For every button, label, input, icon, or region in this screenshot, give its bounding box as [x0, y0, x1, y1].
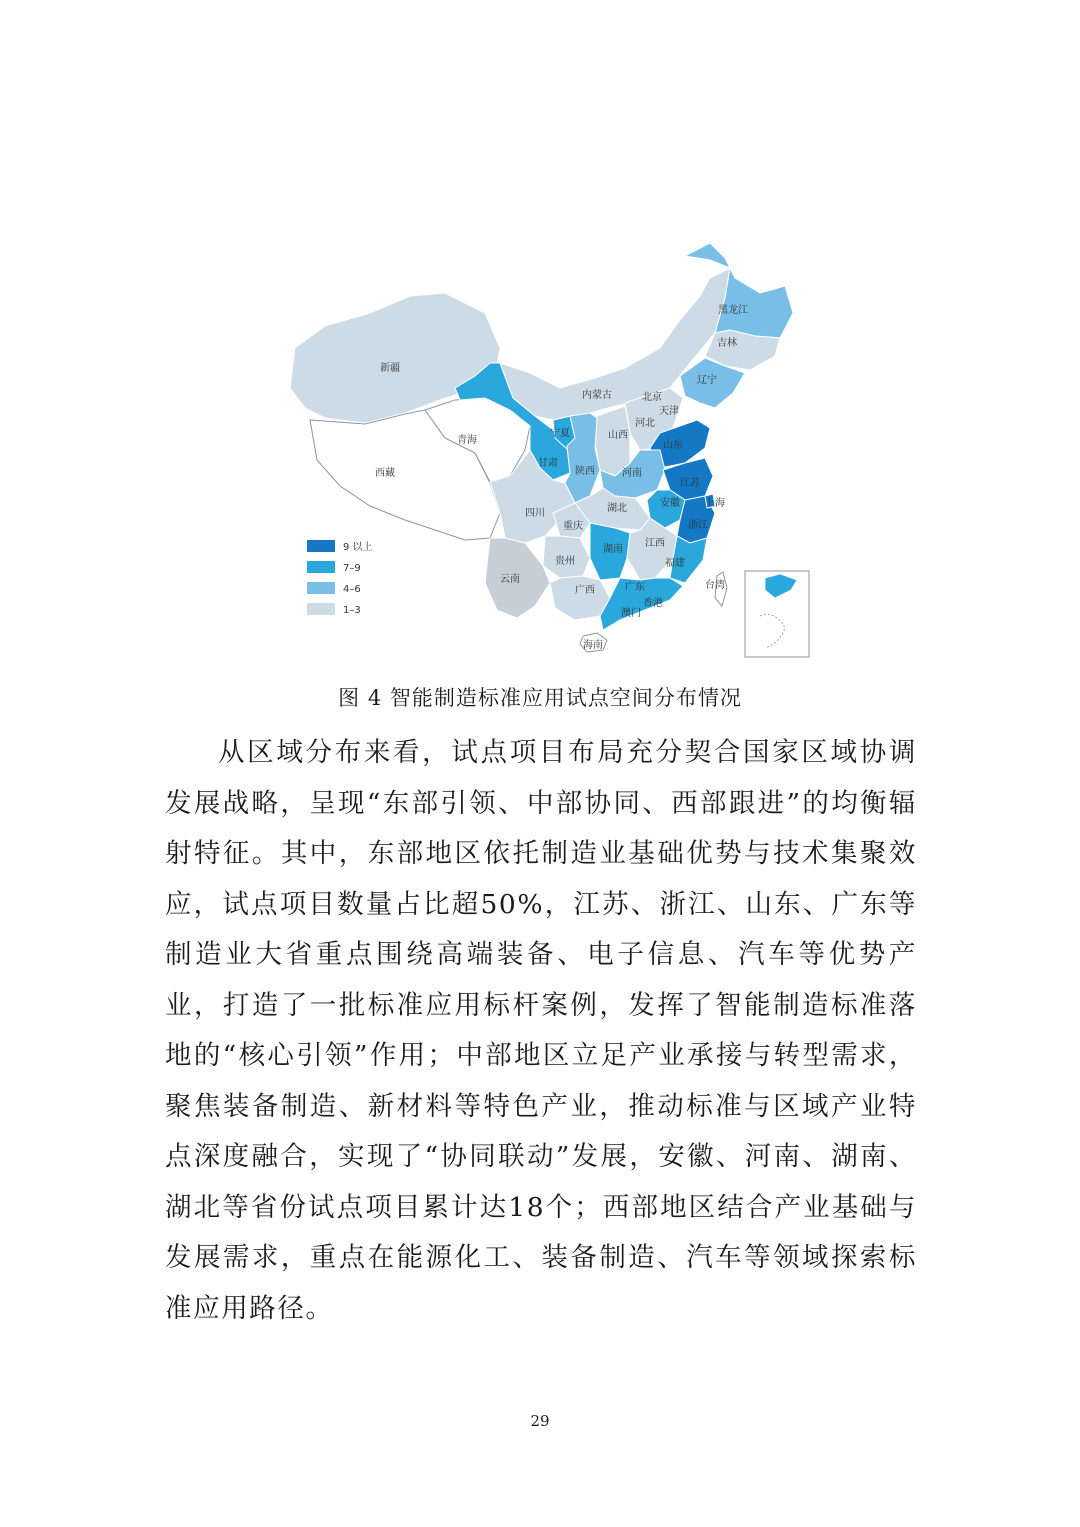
- south-china-sea-inset: [745, 571, 809, 657]
- legend-label: 4–6: [343, 584, 361, 595]
- legend-swatch: [307, 540, 335, 552]
- label-guangxi: 广西: [575, 585, 595, 596]
- label-ningxia: 宁夏: [550, 428, 570, 439]
- legend-label: 7–9: [343, 563, 361, 574]
- label-jilin: 吉林: [717, 338, 737, 349]
- label-taiwan: 台湾: [705, 580, 725, 591]
- label-gansu: 甘肃: [538, 458, 558, 469]
- legend-label: 1–3: [343, 605, 361, 616]
- label-hainan: 海南: [583, 640, 603, 651]
- label-shanghai: 上海: [705, 498, 725, 509]
- label-hebei: 河北: [635, 418, 655, 429]
- page-number: 29: [530, 1412, 550, 1430]
- label-shandong: 山东: [663, 440, 683, 451]
- label-heilongjiang: 黑龙江: [718, 305, 748, 316]
- legend-swatch: [307, 582, 335, 594]
- label-guangdong: 广东: [625, 582, 645, 593]
- label-xizang: 西藏: [375, 468, 395, 479]
- label-beijing: 北京: [642, 392, 662, 403]
- label-henan: 河南: [622, 468, 642, 479]
- label-hubei: 湖北: [607, 503, 627, 514]
- label-yunnan: 云南: [500, 574, 520, 585]
- label-aomen: 澳门: [621, 608, 641, 619]
- label-anhui: 安徽: [660, 498, 680, 509]
- label-tianjin: 天津: [659, 406, 679, 417]
- figure-caption: 图 4 智能制造标准应用试点空间分布情况: [338, 686, 742, 710]
- label-shanxi: 山西: [608, 430, 628, 441]
- label-shaanxi: 陕西: [575, 466, 595, 477]
- province-shanxi: [595, 406, 630, 476]
- china-map-figure: [285, 238, 815, 663]
- label-zhejiang: 浙江: [688, 520, 708, 531]
- map-legend: [307, 540, 373, 616]
- label-jiangxi: 江西: [645, 538, 665, 549]
- label-xinjiang: 新疆: [380, 363, 400, 374]
- label-sichuan: 四川: [525, 508, 545, 519]
- label-jiangsu: 江苏: [680, 478, 700, 489]
- legend-swatch: [307, 603, 335, 615]
- label-qinghai: 青海: [457, 435, 477, 446]
- label-hunan: 湖南: [603, 544, 623, 555]
- body-paragraph: 从区域分布来看，试点项目布局充分契合国家区域协调发展战略，呈现“东部引领、中部协同、西部跟进”的均衡辐射特征。其中，东部地区依托制造业基础优势与技术集聚效应，试点项目数量占比超50%，江苏、浙江、山东、广东等制造业大省重点围绕高端装备、电子信息、汽车等优势产业，打造了一批标准应用标杆案例，发挥了智能制造标准落地的“核心引领”作用；中部地区立足产业承接与转型需求，聚焦装备制造、新材料等特色产业，推动标准与区域产业特点深度融合，实现了“协同联动”发展，安徽、河南、湖南、湖北等省份试点项目累计达18个；西部地区结合产业基础与发展需求，重点在能源化工、装备制造、汽车等领域探索标准应用路径。: [165, 737, 917, 1324]
- legend-swatch: [307, 561, 335, 573]
- label-chongqing: 重庆: [563, 521, 583, 532]
- label-xianggang: 香港: [643, 598, 663, 609]
- label-liaoning: 辽宁: [697, 375, 717, 386]
- china-map: [285, 238, 815, 663]
- legend-label: 9 以上: [343, 542, 373, 553]
- label-neimenggu: 内蒙古: [582, 390, 612, 401]
- label-fujian: 福建: [665, 558, 685, 569]
- label-guizhou: 贵州: [555, 556, 575, 567]
